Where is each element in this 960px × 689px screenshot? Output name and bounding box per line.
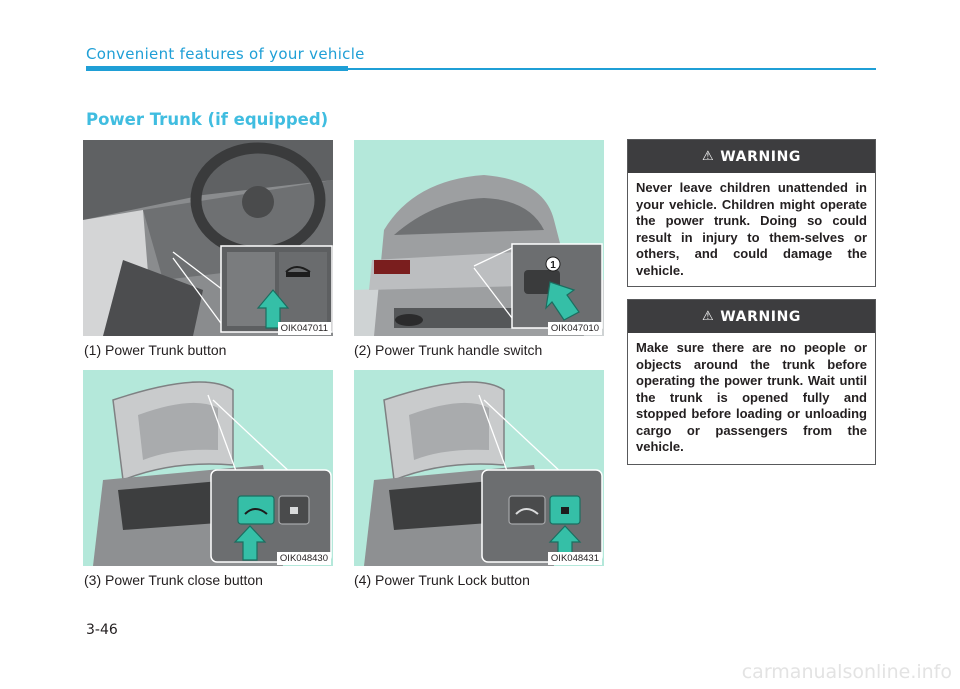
callout-number: 1 [550, 260, 556, 271]
open-trunk-illustration [354, 370, 604, 566]
page-number: 3-46 [86, 622, 118, 638]
figure-caption: (3) Power Trunk close button [84, 572, 263, 588]
figure-code: OIK047010 [548, 322, 602, 335]
warning-text: Make sure there are no people or objects around the trunk before operating the power trunk. Wait until the trunk is opened fully and stopped before loading or unloading cargo or passengers from the vehicle. [636, 340, 867, 454]
warning-title: WARNING [720, 148, 802, 165]
warning-header [628, 300, 875, 333]
warning-text: Never leave children unattended in your vehicle. Children might operate the power trunk. Doing so could result in injury to them-selves or others, and could damage the vehicle. [636, 180, 867, 278]
warning-box-children [627, 139, 876, 287]
open-trunk-illustration [83, 370, 333, 566]
section-title: Convenient features of your vehicle [86, 45, 365, 63]
header-rule-thick [86, 66, 348, 71]
header-rule-thin [348, 68, 876, 70]
car-rear-illustration [354, 140, 604, 336]
warning-triangle-icon: ⚠ [701, 149, 715, 164]
page-heading: Power Trunk (if equipped) [86, 110, 329, 129]
figure-code: OIK048430 [277, 552, 331, 565]
watermark: carmanualsonline.info [741, 661, 952, 683]
warning-box-obstructions [627, 299, 876, 465]
warning-triangle-icon: ⚠ [701, 309, 715, 324]
figure-caption: (4) Power Trunk Lock button [354, 572, 530, 588]
figure-power-trunk-close-button [83, 370, 333, 566]
figure-power-trunk-button [83, 140, 333, 336]
figure-code: OIK048431 [548, 552, 602, 565]
warning-title: WARNING [720, 308, 802, 325]
dashboard-illustration [83, 140, 333, 336]
figure-power-trunk-lock-button [354, 370, 604, 566]
figure-caption: (1) Power Trunk button [84, 342, 227, 358]
figure-power-trunk-handle-switch [354, 140, 604, 336]
figure-caption: (2) Power Trunk handle switch [354, 342, 543, 358]
figure-code: OIK047011 [278, 322, 331, 335]
warning-header [628, 140, 875, 173]
